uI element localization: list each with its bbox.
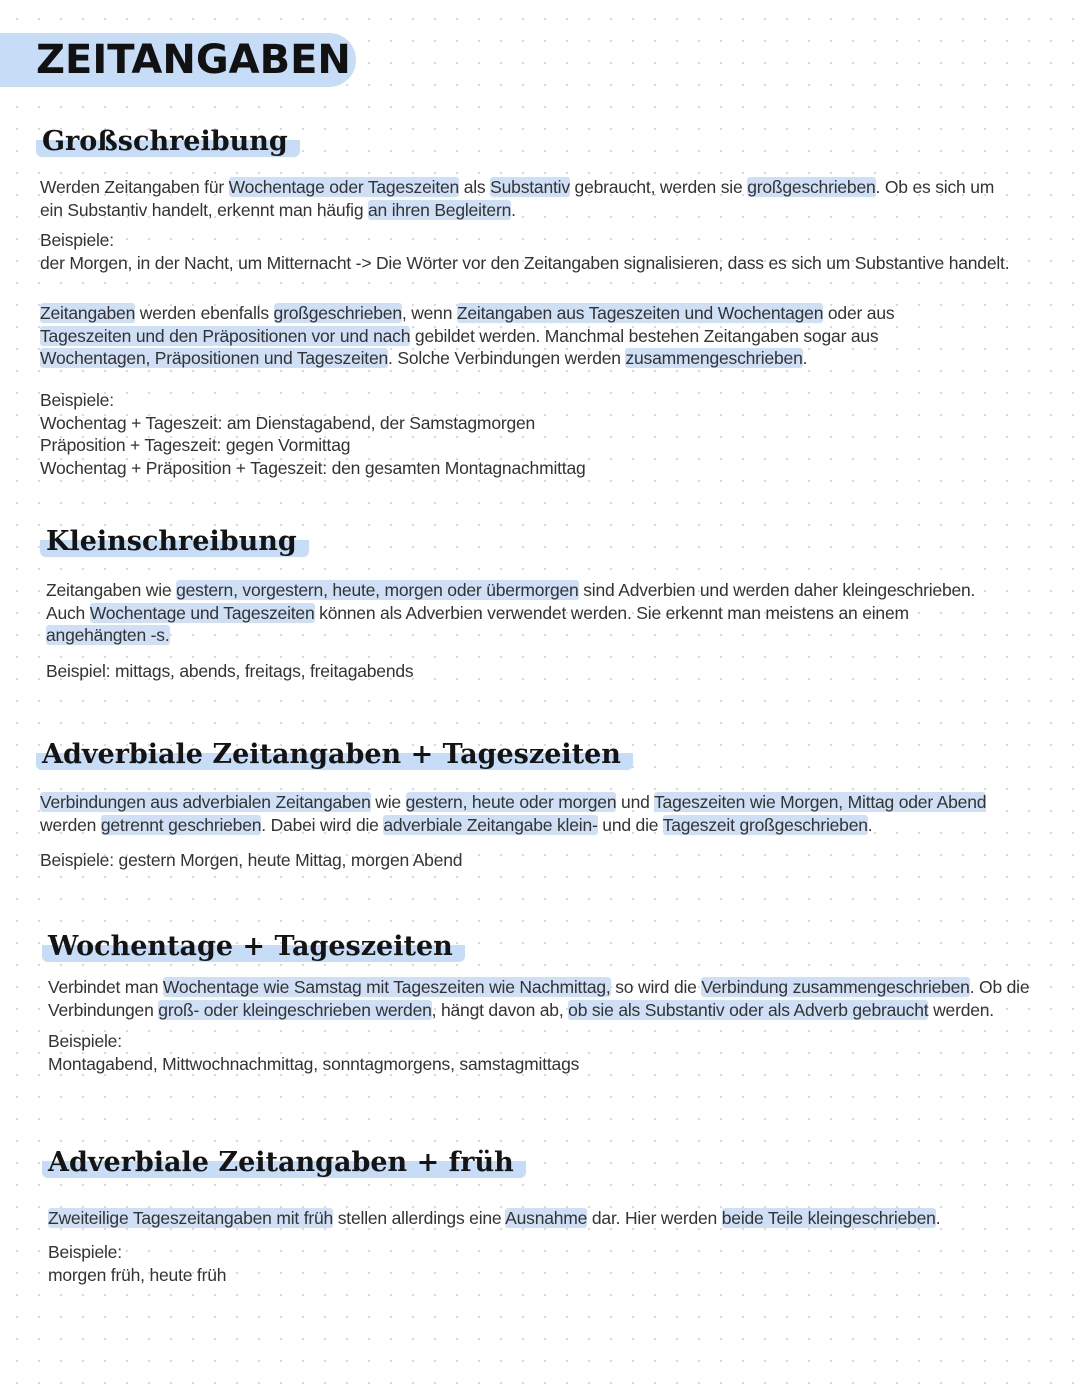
- example-block: [46, 660, 1080, 683]
- text-line: [40, 412, 1075, 435]
- section-heading-adverbiale-zeitangaben-tageszeiten: Adverbiale Zeitangaben + Tageszeiten: [36, 740, 633, 770]
- text-line: [40, 199, 1075, 222]
- highlighted-text: an ihren Begleitern: [368, 199, 512, 220]
- text-segment: ein Substantiv handelt, erkennt man häufig: [40, 199, 369, 220]
- text-segment: als: [459, 177, 491, 197]
- paragraph: [48, 976, 1080, 1021]
- text-line: [40, 457, 1075, 480]
- text-segment: werden.: [928, 999, 994, 1020]
- text-line: [40, 791, 1075, 814]
- text-segment: oder aus: [823, 303, 895, 323]
- section-heading-adverbiale-zeitangaben-frueh: Adverbiale Zeitangaben + früh: [42, 1148, 526, 1178]
- text-segment: und die: [597, 814, 663, 835]
- text-segment: Zeitangaben wie: [46, 580, 177, 600]
- text-line: [40, 229, 1075, 252]
- text-segment: Wochentag + Präposition + Tageszeit: den gesamten Montagnachmittag: [40, 457, 586, 478]
- text-line: [46, 660, 1080, 683]
- text-segment: morgen früh, heute früh: [48, 1264, 227, 1285]
- text-segment: gebraucht, werden sie: [569, 177, 748, 197]
- text-segment: Werden Zeitangaben für: [40, 177, 229, 197]
- example-block: [48, 1030, 1080, 1075]
- text-segment: werden ebenfalls: [135, 303, 274, 323]
- text-line: [48, 976, 1080, 999]
- highlighted-text: beide Teile kleingeschrieben: [721, 1208, 936, 1228]
- text-segment: Montagabend, Mittwochnachmittag, sonntagmorgens, samstagmittags: [48, 1053, 580, 1074]
- highlighted-text: groß- oder kleingeschrieben werden: [158, 999, 432, 1020]
- text-segment: Beispiele:: [48, 1242, 122, 1262]
- text-segment: werden: [40, 814, 101, 835]
- highlighted-text: Wochentage oder Tageszeiten: [228, 177, 460, 197]
- text-segment: so wird die: [610, 977, 702, 997]
- section-heading-grossschreibung: Großschreibung: [36, 127, 300, 157]
- paragraph: [40, 176, 1075, 221]
- text-line: [46, 624, 1080, 647]
- text-line: [48, 1264, 1080, 1287]
- text-line: [40, 302, 1075, 325]
- text-line: [40, 176, 1075, 199]
- highlighted-text: großgeschrieben: [273, 303, 402, 323]
- highlighted-text: zusammengeschrieben: [625, 348, 803, 368]
- text-segment: stellen allerdings eine: [333, 1208, 506, 1228]
- highlighted-text: Wochentage und Tageszeiten: [89, 602, 315, 623]
- highlighted-text: Verbindungen aus adverbialen Zeitangaben: [40, 792, 371, 812]
- text-segment: Präposition + Tageszeit: gegen Vormittag: [40, 435, 351, 455]
- text-line: [48, 1241, 1080, 1264]
- text-line: [48, 1053, 1080, 1076]
- text-segment: , hängt davon ab,: [431, 999, 569, 1020]
- text-line: [46, 602, 1080, 625]
- highlighted-text: gestern, heute oder morgen: [405, 792, 617, 812]
- text-line: [40, 252, 1075, 275]
- highlighted-text: ob sie als Substantiv oder als Adverb gebraucht: [568, 999, 929, 1020]
- text-line: [40, 434, 1075, 457]
- section-heading-wochentage-tageszeiten: Wochentage + Tageszeiten: [42, 932, 465, 962]
- text-line: [48, 1030, 1080, 1053]
- highlighted-text: adverbiale Zeitangabe klein-: [383, 814, 598, 835]
- text-line: [40, 325, 1075, 348]
- example-block: [40, 849, 1075, 872]
- text-line: [48, 1207, 1080, 1230]
- text-segment: und: [616, 792, 654, 812]
- highlighted-text: Wochentage wie Samstag mit Tageszeiten wie Nachmittag,: [162, 977, 611, 997]
- text-segment: sind Adverbien und werden daher kleingeschrieben.: [578, 580, 976, 600]
- text-line: [40, 389, 1075, 412]
- highlighted-text: Wochentagen, Präpositionen und Tageszeiten: [40, 348, 389, 368]
- text-segment: können als Adverbien verwendet werden. Sie erkennt man meistens an einem: [314, 602, 909, 623]
- text-segment: dar. Hier werden: [587, 1208, 722, 1228]
- page-title: ZEITANGABEN: [0, 33, 356, 87]
- text-segment: . Ob die: [969, 977, 1030, 997]
- text-segment: .: [935, 1208, 941, 1228]
- highlighted-text: Verbindung zusammengeschrieben: [701, 977, 970, 997]
- text-segment: Beispiele:: [40, 390, 114, 410]
- highlighted-text: Zeitangaben: [40, 303, 136, 323]
- highlighted-text: gestern, vorgestern, heute, morgen oder übermorgen: [176, 580, 579, 600]
- text-segment: Verbindungen: [48, 999, 159, 1020]
- text-line: [40, 347, 1075, 370]
- highlighted-text: Tageszeiten wie Morgen, Mittag oder Abend: [653, 792, 987, 812]
- text-segment: .: [511, 199, 516, 220]
- paragraph: [46, 579, 1080, 647]
- highlighted-text: Ausnahme: [505, 1208, 588, 1228]
- text-line: [46, 579, 1080, 602]
- text-line: [48, 999, 1080, 1022]
- text-segment: Verbindet man: [48, 977, 163, 997]
- text-line: [40, 814, 1075, 837]
- text-segment: wie: [370, 792, 406, 812]
- example-block: [40, 389, 1075, 479]
- highlighted-text: angehängten -s.: [46, 625, 170, 645]
- text-segment: . Ob es sich um: [875, 177, 995, 197]
- text-segment: gebildet werden. Manchmal bestehen Zeitangaben sogar aus: [410, 325, 879, 346]
- text-segment: Beispiele:: [40, 230, 114, 250]
- highlighted-text: großgeschrieben: [747, 177, 876, 197]
- highlighted-text: Substantiv: [490, 177, 570, 197]
- text-line: [40, 849, 1075, 872]
- text-segment: .: [802, 348, 808, 368]
- text-segment: .: [867, 814, 873, 835]
- paragraph: [48, 1207, 1080, 1230]
- text-segment: der Morgen, in der Nacht, um Mitternacht -> Die Wörter vor den Zeitangaben signalisieren, dass es sich um Substantive handelt.: [40, 252, 1010, 273]
- highlighted-text: Tageszeiten und den Präpositionen vor und nach: [40, 325, 411, 346]
- text-segment: Beispiele:: [48, 1031, 122, 1051]
- paragraph: [40, 791, 1075, 836]
- text-segment: Wochentag + Tageszeit: am Dienstagabend, der Samstagmorgen: [40, 412, 536, 433]
- example-block: [48, 1241, 1080, 1286]
- text-segment: . Solche Verbindungen werden: [388, 348, 626, 368]
- highlighted-text: getrennt geschrieben: [100, 814, 262, 835]
- paragraph: [40, 302, 1075, 370]
- text-segment: , wenn: [401, 303, 457, 323]
- text-segment: . Dabei wird die: [261, 814, 384, 835]
- text-segment: Beispiel: mittags, abends, freitags, freitagabends: [46, 661, 414, 681]
- highlighted-text: Zeitangaben aus Tageszeiten und Wochentagen: [456, 303, 824, 323]
- example-block: [40, 229, 1075, 274]
- section-heading-kleinschreibung: Kleinschreibung: [40, 527, 309, 557]
- text-segment: Beispiele: gestern Morgen, heute Mittag, morgen Abend: [40, 850, 463, 870]
- text-segment: Auch: [46, 602, 90, 623]
- highlighted-text: Zweiteilige Tageszeitangaben mit früh: [48, 1208, 334, 1228]
- highlighted-text: Tageszeit großgeschrieben: [662, 814, 868, 835]
